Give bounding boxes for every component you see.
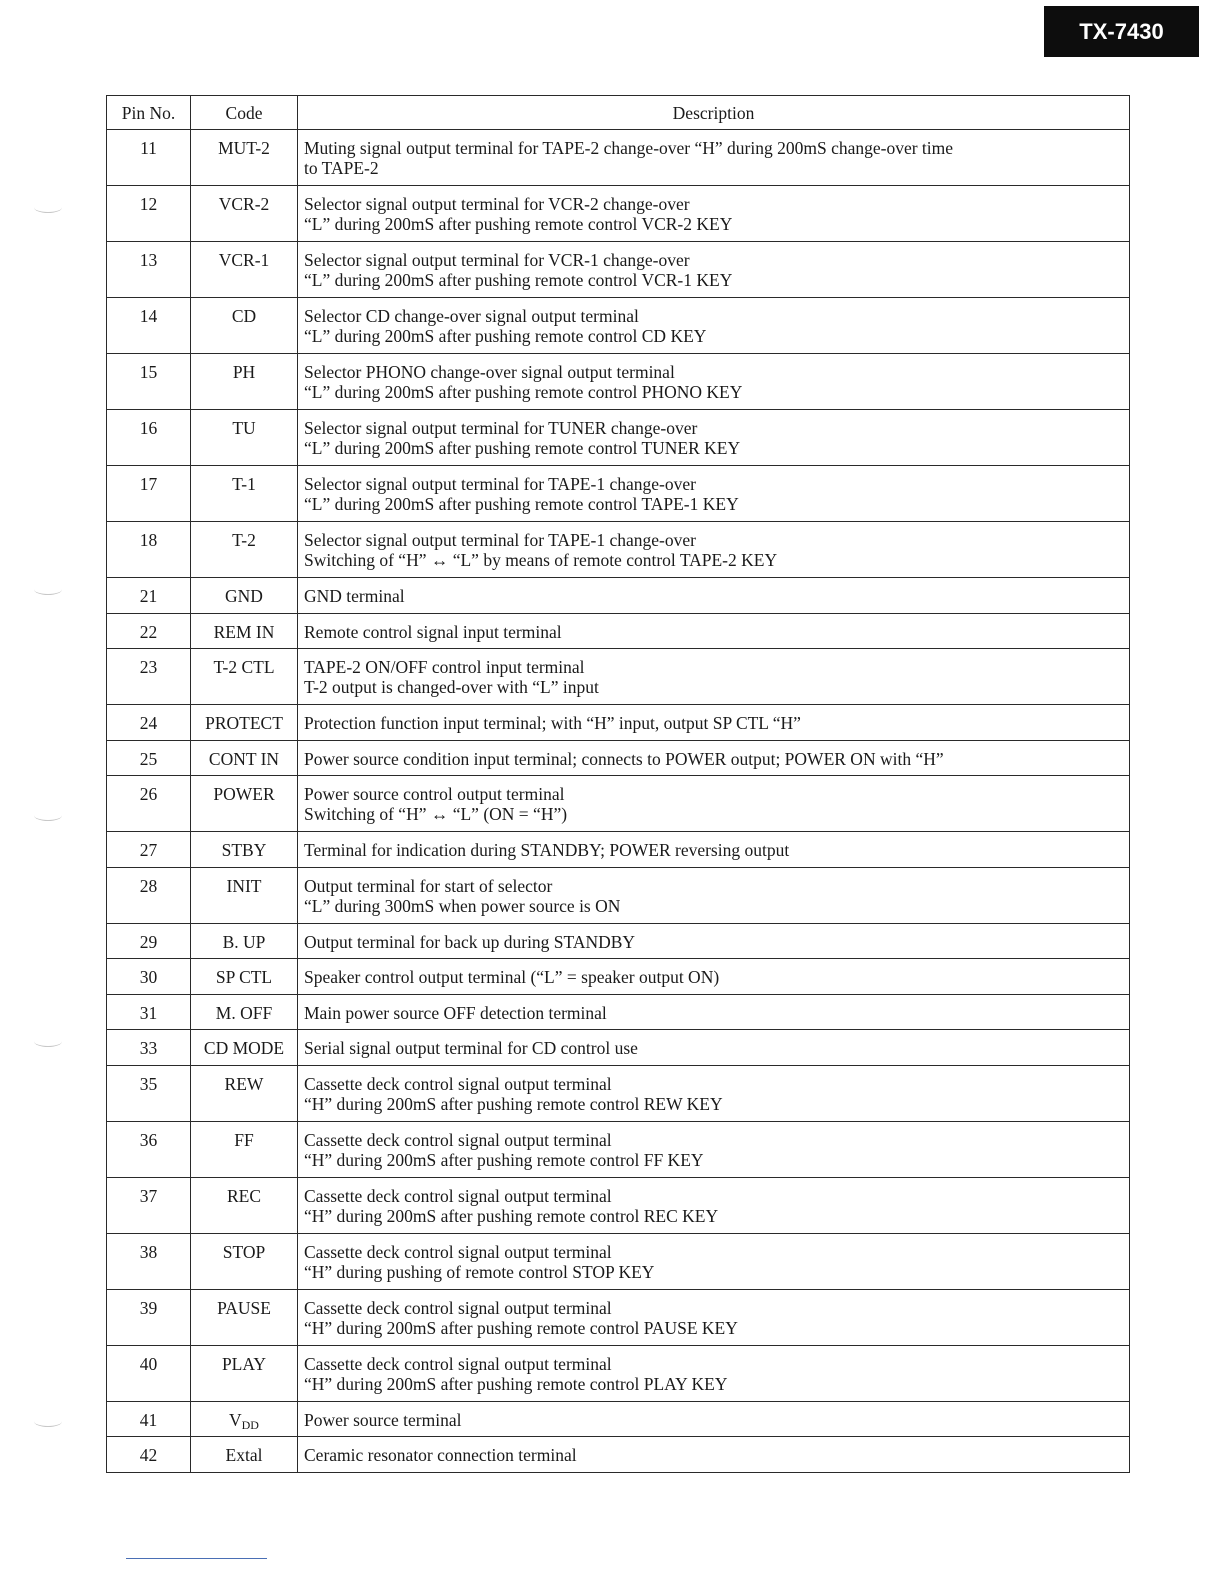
description-cell: [298, 242, 1130, 298]
code-cell: [191, 649, 298, 705]
table-row: [107, 613, 1130, 649]
code-cell: [191, 1233, 298, 1289]
description-line: “H” during 200mS after pushing remote control PLAY KEY: [304, 1373, 728, 1394]
description-line: Protection function input terminal; with “H” input, output SP CTL “H”: [304, 713, 801, 733]
description-line: T-2 output is changed-over with “L” input: [304, 677, 599, 697]
pin-number-cell: 21: [107, 578, 191, 614]
description-line: Selector signal output terminal for TAPE-1 change-over: [304, 474, 696, 494]
code-cell: [191, 1065, 298, 1121]
pin-number-cell: 39: [107, 1289, 191, 1345]
description-cell: [298, 522, 1130, 578]
code-cell: [191, 354, 298, 410]
pin-number-cell: 23: [107, 649, 191, 705]
code-cell: [191, 242, 298, 298]
description-line: “L” during 200mS after pushing remote control VCR-1 KEY: [304, 270, 733, 290]
pin-number-cell: 13: [107, 242, 191, 298]
table-row: [107, 705, 1130, 741]
description-cell: [298, 354, 1130, 410]
description-line: Selector signal output terminal for TAPE-1 change-over: [304, 530, 696, 550]
description-line: “H” during 200mS after pushing remote control PAUSE KEY: [304, 1317, 738, 1338]
table-row: [107, 740, 1130, 776]
table-header-row: [107, 96, 1130, 130]
description-line: Selector signal output terminal for VCR-2 change-over: [304, 194, 690, 214]
description-line: Cassette deck control signal output terminal: [304, 1073, 612, 1094]
table-row: [107, 1177, 1130, 1233]
pin-number-cell: 29: [107, 923, 191, 959]
code-cell: [191, 1437, 298, 1473]
header-pin-no: Pin No.: [107, 96, 191, 130]
code-cell: [191, 867, 298, 923]
table-row: [107, 1030, 1130, 1066]
header-description: Description: [298, 96, 1130, 130]
description-cell: [298, 705, 1130, 741]
code-text: REM IN: [213, 621, 275, 642]
pin-number-cell: 37: [107, 1177, 191, 1233]
description-cell: [298, 1177, 1130, 1233]
code-subscript: DD: [241, 1417, 259, 1432]
pin-number-cell: 33: [107, 1030, 191, 1066]
code-cell: [191, 1289, 298, 1345]
description-line: Power source condition input terminal; connects to POWER output; POWER ON with “H”: [304, 748, 944, 769]
table-row: [107, 1437, 1130, 1473]
code-cell: [191, 466, 298, 522]
description-line: GND terminal: [304, 586, 405, 606]
code-text: PLAY: [221, 1353, 267, 1374]
code-text: REW: [224, 1073, 264, 1094]
table-row: [107, 1121, 1130, 1177]
description-cell: [298, 740, 1130, 776]
table-row: [107, 522, 1130, 578]
code-cell: [191, 522, 298, 578]
table-row: [107, 776, 1130, 832]
code-text: T-1: [232, 474, 256, 494]
pin-number-cell: 26: [107, 776, 191, 832]
code-cell: [191, 776, 298, 832]
pin-number-cell: 16: [107, 410, 191, 466]
table-row: [107, 649, 1130, 705]
code-text: REC: [226, 1185, 262, 1206]
description-cell: [298, 649, 1130, 705]
code-cell: [191, 1177, 298, 1233]
table-row: [107, 354, 1130, 410]
code-cell: [191, 613, 298, 649]
code-text: Extal: [225, 1445, 263, 1465]
code-text: PH: [232, 362, 256, 382]
description-line: Muting signal output terminal for TAPE-2 change-over “H” during 200mS change-over time: [304, 138, 954, 158]
pin-number-cell: 22: [107, 613, 191, 649]
description-line: TAPE-2 ON/OFF control input terminal: [304, 657, 585, 677]
description-line: Power source terminal: [304, 1409, 462, 1430]
description-cell: [298, 776, 1130, 832]
pin-number-cell: 42: [107, 1437, 191, 1473]
code-text: T-2: [232, 530, 256, 550]
code-cell: [191, 1121, 298, 1177]
code-cell: [191, 410, 298, 466]
code-text: VCR-2: [218, 194, 270, 214]
description-cell: [298, 1401, 1130, 1437]
code-text: POWER: [213, 784, 275, 804]
code-text: SP CTL: [215, 967, 273, 987]
code-cell: [191, 578, 298, 614]
description-cell: [298, 1121, 1130, 1177]
pin-description-table: [106, 95, 1130, 1473]
description-line: “L” during 200mS after pushing remote control VCR-2 KEY: [304, 214, 733, 234]
description-cell: [298, 994, 1130, 1030]
table-row: [107, 832, 1130, 868]
pin-number-cell: 41: [107, 1401, 191, 1437]
description-cell: [298, 923, 1130, 959]
code-text: CD: [231, 306, 257, 326]
description-cell: [298, 867, 1130, 923]
description-cell: [298, 1437, 1130, 1473]
description-cell: [298, 130, 1130, 186]
description-line: “H” during 200mS after pushing remote control REW KEY: [304, 1093, 723, 1114]
code-text: FF: [234, 1129, 254, 1150]
table-row: [107, 466, 1130, 522]
description-line: Cassette deck control signal output terminal: [304, 1129, 612, 1150]
code-text: VCR-1: [218, 250, 270, 270]
description-cell: [298, 959, 1130, 995]
margin-mark: [34, 584, 62, 595]
description-line: “L” during 200mS after pushing remote control PHONO KEY: [304, 382, 743, 402]
table-row: [107, 130, 1130, 186]
pin-number-cell: 28: [107, 867, 191, 923]
pin-number-cell: 18: [107, 522, 191, 578]
table-row: [107, 994, 1130, 1030]
description-line: Selector signal output terminal for VCR-1 change-over: [304, 250, 690, 270]
code-text: V: [229, 1409, 242, 1430]
table-row: [107, 578, 1130, 614]
margin-mark: [34, 202, 62, 213]
description-cell: [298, 466, 1130, 522]
description-line: Serial signal output terminal for CD control use: [304, 1038, 638, 1058]
code-text: STOP: [222, 1241, 266, 1262]
pin-number-cell: 12: [107, 186, 191, 242]
description-cell: [298, 578, 1130, 614]
description-line: Output terminal for back up during STANDBY: [304, 931, 636, 952]
model-badge: TX-7430: [1044, 6, 1199, 57]
description-line: Cassette deck control signal output terminal: [304, 1297, 612, 1318]
code-text: INIT: [226, 875, 262, 896]
pin-number-cell: 35: [107, 1065, 191, 1121]
description-line: Cassette deck control signal output terminal: [304, 1185, 612, 1206]
code-cell: [191, 923, 298, 959]
description-line: Cassette deck control signal output terminal: [304, 1353, 612, 1374]
pin-number-cell: 15: [107, 354, 191, 410]
code-text: CONT IN: [208, 748, 280, 769]
code-cell: [191, 705, 298, 741]
description-line: Selector PHONO change-over signal output terminal: [304, 362, 675, 382]
description-line: “H” during pushing of remote control STOP KEY: [304, 1261, 655, 1282]
code-cell: [191, 1345, 298, 1401]
description-line: Selector CD change-over signal output terminal: [304, 306, 639, 326]
code-cell: [191, 186, 298, 242]
description-line: to TAPE-2: [304, 158, 379, 178]
code-cell: [191, 740, 298, 776]
description-cell: [298, 832, 1130, 868]
description-cell: [298, 1289, 1130, 1345]
description-line: Ceramic resonator connection terminal: [304, 1445, 577, 1465]
code-text: PAUSE: [217, 1297, 271, 1318]
margin-mark: [34, 1036, 62, 1047]
code-cell: [191, 1030, 298, 1066]
pin-number-cell: 17: [107, 466, 191, 522]
description-line: Switching of “H” ↔ “L” by means of remote control TAPE-2 KEY: [304, 550, 778, 570]
header-code: Code: [191, 96, 298, 130]
code-text: T-2 CTL: [213, 657, 275, 677]
code-text: GND: [225, 586, 263, 606]
description-line: Switching of “H” ↔ “L” (ON = “H”): [304, 804, 568, 824]
code-cell: [191, 298, 298, 354]
margin-mark: [34, 810, 62, 821]
code-cell: [191, 994, 298, 1030]
description-cell: [298, 1345, 1130, 1401]
description-line: “L” during 200mS after pushing remote control CD KEY: [304, 326, 707, 346]
table-row: [107, 959, 1130, 995]
description-line: Terminal for indication during STANDBY; POWER reversing output: [304, 840, 790, 860]
description-line: Main power source OFF detection terminal: [304, 1002, 607, 1023]
table-row: [107, 923, 1130, 959]
table-row: [107, 186, 1130, 242]
description-line: Selector signal output terminal for TUNER change-over: [304, 418, 698, 438]
description-cell: [298, 186, 1130, 242]
description-line: “L” during 200mS after pushing remote control TUNER KEY: [304, 438, 741, 458]
table-row: [107, 242, 1130, 298]
description-line: “H” during 200mS after pushing remote control REC KEY: [304, 1205, 719, 1226]
code-text: CD MODE: [203, 1038, 285, 1058]
table-row: [107, 1345, 1130, 1401]
footer-rule: [126, 1558, 267, 1559]
code-cell: [191, 832, 298, 868]
margin-mark: [34, 1416, 62, 1427]
code-text: MUT-2: [218, 138, 270, 158]
pin-number-cell: 24: [107, 705, 191, 741]
description-line: Cassette deck control signal output terminal: [304, 1241, 612, 1262]
code-cell: [191, 130, 298, 186]
pin-number-cell: 30: [107, 959, 191, 995]
description-line: Output terminal for start of selector: [304, 875, 553, 896]
table-row: [107, 298, 1130, 354]
pin-number-cell: 25: [107, 740, 191, 776]
table-row: [107, 867, 1130, 923]
table-row: [107, 1289, 1130, 1345]
table-row: [107, 410, 1130, 466]
table-body: [107, 130, 1130, 1473]
code-text: B. UP: [222, 931, 266, 952]
pin-number-cell: 27: [107, 832, 191, 868]
code-text: TU: [232, 418, 256, 438]
pin-number-cell: 31: [107, 994, 191, 1030]
description-line: “L” during 200mS after pushing remote control TAPE-1 KEY: [304, 494, 739, 514]
code-text: PROTECT: [205, 713, 283, 733]
description-line: Remote control signal input terminal: [304, 621, 562, 642]
description-cell: [298, 1065, 1130, 1121]
table-row: [107, 1233, 1130, 1289]
table-row: [107, 1401, 1130, 1437]
pin-number-cell: 40: [107, 1345, 191, 1401]
code-text: STBY: [221, 840, 267, 860]
description-line: Speaker control output terminal (“L” = speaker output ON): [304, 967, 720, 987]
pin-number-cell: 36: [107, 1121, 191, 1177]
description-line: “L” during 300mS when power source is ON: [304, 895, 621, 916]
description-cell: [298, 1233, 1130, 1289]
description-cell: [298, 613, 1130, 649]
code-text: M. OFF: [215, 1002, 273, 1023]
description-cell: [298, 298, 1130, 354]
pin-number-cell: 38: [107, 1233, 191, 1289]
description-cell: [298, 1030, 1130, 1066]
table-row: [107, 1065, 1130, 1121]
code-cell: [191, 1401, 298, 1437]
pin-number-cell: 14: [107, 298, 191, 354]
description-line: Power source control output terminal: [304, 784, 565, 804]
code-cell: [191, 959, 298, 995]
description-line: “H” during 200mS after pushing remote control FF KEY: [304, 1149, 704, 1170]
pin-number-cell: 11: [107, 130, 191, 186]
description-cell: [298, 410, 1130, 466]
